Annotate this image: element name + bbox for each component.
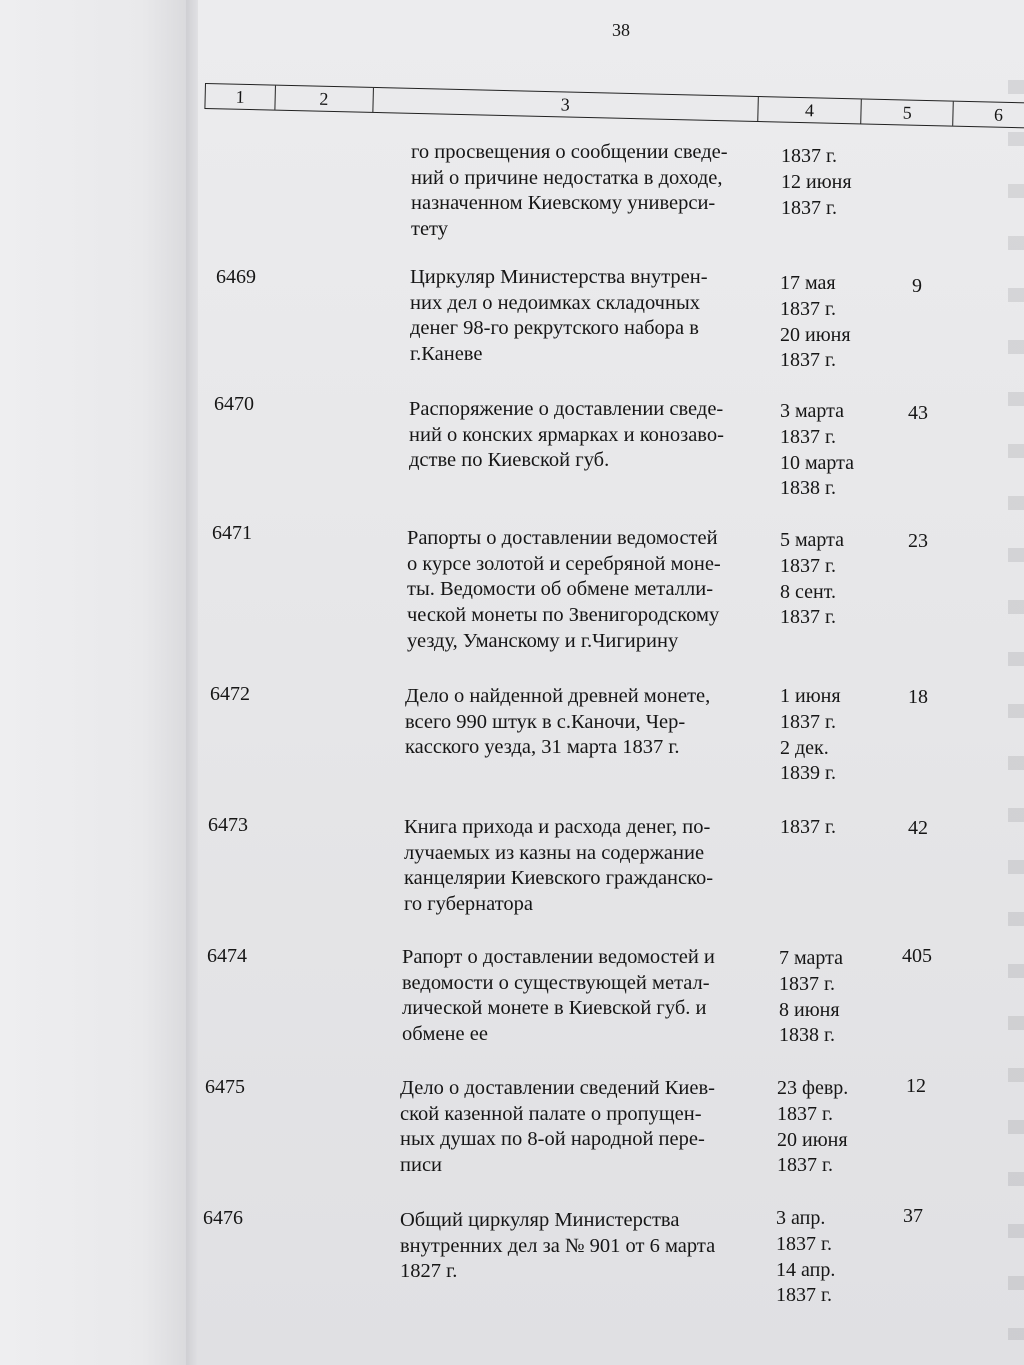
entry-number: 6474 <box>207 945 247 967</box>
entry-number: 6472 <box>210 683 250 705</box>
entry-sheet-count: 37 <box>903 1205 923 1227</box>
entry-description: Дело о доставлении сведений Киев- ской казенной палате о пропущен- ных душах по 8-ой народной пере- писи <box>400 1077 715 1177</box>
next-page-edge <box>1008 80 1024 1340</box>
entry-number: 6469 <box>216 266 256 288</box>
entry-sheet-count: 43 <box>908 402 928 424</box>
entry-sheet-count: 23 <box>908 530 928 552</box>
page-number: 38 <box>612 20 630 40</box>
column-header-5: 5 <box>862 99 954 125</box>
entry-number: 6473 <box>208 814 248 836</box>
column-header-4: 4 <box>758 97 862 123</box>
entry-sheet-count: 405 <box>902 945 932 967</box>
entry-number: 6475 <box>205 1076 245 1098</box>
entry-number: 6476 <box>203 1207 243 1229</box>
entry-description: го просвещения о сообщении сведе- ний о причине недостатка в доходе, назначенном Киевскому универси- тету <box>411 141 728 241</box>
facing-page <box>0 0 190 1365</box>
entry-sheet-count: 18 <box>908 686 928 708</box>
entry-dates: 3 апр. 1837 г. 14 апр. 1837 г. <box>776 1207 836 1307</box>
entry-sheet-count: 12 <box>906 1075 926 1097</box>
entry-description: Общий циркуляр Министерства внутренних дел за № 901 от 6 марта 1827 г. <box>400 1209 716 1283</box>
entry-sheet-count: 9 <box>912 275 922 297</box>
column-header-6: 6 <box>993 104 1004 125</box>
entry-description: Книга прихода и расхода денег, по- лучаемых из казны на содержание канцелярии Киевского гражданско- го губернатора <box>404 816 714 916</box>
entry-dates: 23 февр. 1837 г. 20 июня 1837 г. <box>777 1077 849 1177</box>
entry-description: Циркуляр Министерства внутрен- них дел о недоимках складочных денег 98-го рекрутского набора в г.Каневе <box>410 266 708 366</box>
entry-number: 6470 <box>214 393 254 415</box>
entry-dates: 7 марта 1837 г. 8 июня 1838 г. <box>779 947 843 1047</box>
column-header-1: 1 <box>205 84 275 110</box>
entry-dates: 3 марта 1837 г. 10 марта 1838 г. <box>780 400 854 500</box>
entry-description: Дело о найденной древней монете, всего 990 штук в с.Каночи, Чер- касского уезда, 31 марта 1837 г. <box>405 685 711 759</box>
entry-dates: 17 мая 1837 г. 20 июня 1837 г. <box>780 272 851 372</box>
entry-description: Рапорты о доставлении ведомостей о курсе золотой и серебряной моне- ты. Ведомости об обмене металли- ческой монеты по Звенигородскому уезду, Уманскому и г.Чигирину <box>407 527 721 652</box>
entry-dates: 1 июня 1837 г. 2 дек. 1839 г. <box>780 685 841 785</box>
entry-dates: 1837 г. <box>780 816 836 838</box>
entry-number: 6471 <box>212 522 252 544</box>
column-header-2: 2 <box>275 86 373 112</box>
column-header-3: 3 <box>373 88 759 121</box>
entry-description: Распоряжение о доставлении сведе- ний о конских ярмарках и конозаво- дстве по Киевской губ. <box>409 398 724 472</box>
entry-sheet-count: 42 <box>908 817 928 839</box>
entry-dates: 5 марта 1837 г. 8 сент. 1837 г. <box>780 529 844 629</box>
entry-dates: 1837 г. 12 июня 1837 г. <box>781 145 852 219</box>
entry-description: Рапорт о доставлении ведомостей и ведомости о существующей метал- лической монете в Киевской губ. и обмене ее <box>402 946 715 1046</box>
